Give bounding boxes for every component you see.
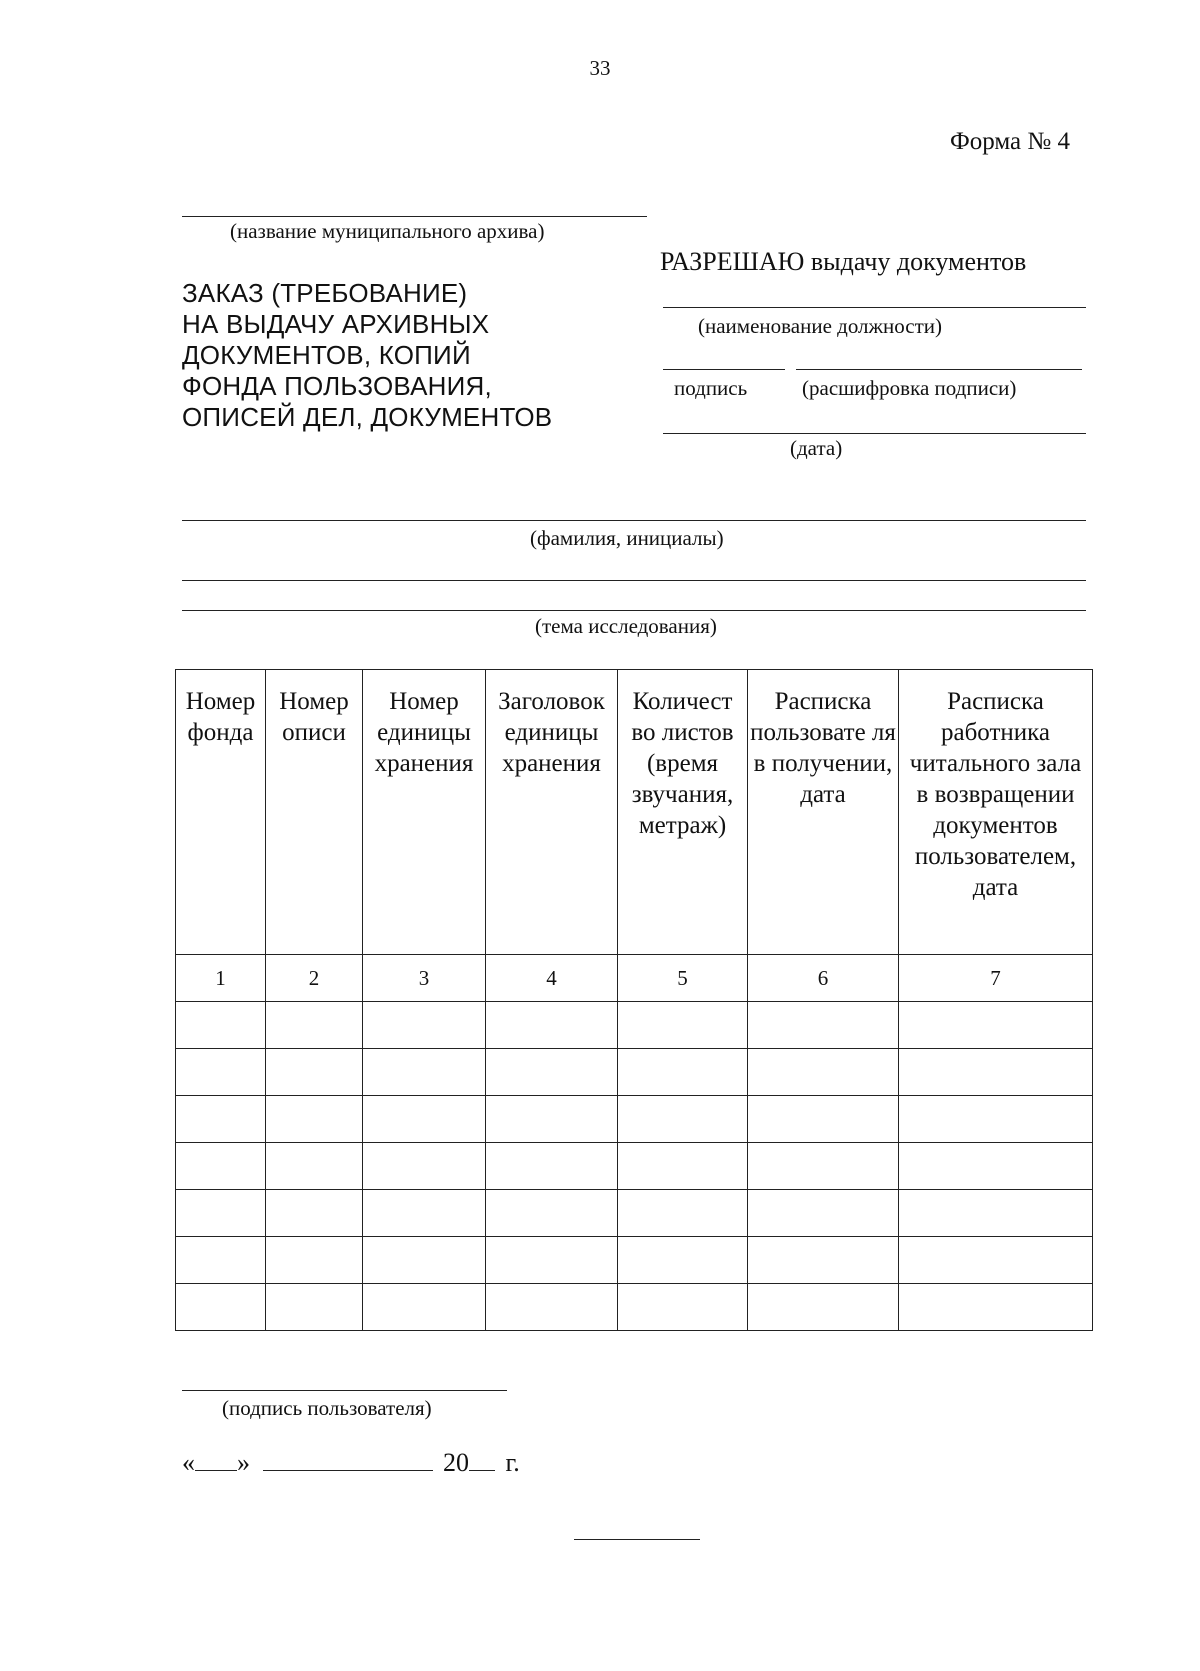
empty-cell [176, 1143, 266, 1190]
empty-cell [266, 1237, 363, 1284]
open-quote: « [182, 1448, 195, 1477]
empty-cell [748, 1002, 899, 1049]
research-topic-caption: (тема исследования) [535, 614, 717, 638]
page-number: 33 [589, 56, 611, 80]
signature-decoding-line [796, 369, 1082, 370]
table-row [176, 1096, 1093, 1143]
column-number: 3 [363, 955, 486, 1002]
archive-name-caption: (название муниципального архива) [230, 219, 545, 243]
approval-date-caption: (дата) [790, 436, 843, 460]
empty-cell [266, 1284, 363, 1331]
documents-table [175, 669, 1093, 1331]
empty-cell [266, 1143, 363, 1190]
empty-cell [486, 1143, 618, 1190]
column-number: 5 [618, 955, 748, 1002]
empty-cell [899, 1190, 1093, 1237]
column-header: Расписка пользовате ля в получении, дата [748, 670, 899, 955]
column-header: Номер описи [266, 670, 363, 955]
empty-cell [618, 1143, 748, 1190]
title-line: НА ВЫДАЧУ АРХИВНЫХ [182, 309, 490, 339]
column-header: Расписка работника читального зала в возвращении документов пользователем, дата [899, 670, 1093, 955]
column-number-row [176, 955, 1093, 1002]
empty-cell [899, 1096, 1093, 1143]
empty-cell [748, 1096, 899, 1143]
empty-cell [266, 1096, 363, 1143]
empty-cell [486, 1096, 618, 1143]
empty-cell [266, 1049, 363, 1096]
empty-cell [176, 1237, 266, 1284]
table-header-row [176, 670, 1093, 955]
empty-cell [618, 1049, 748, 1096]
year-blank [469, 1448, 495, 1471]
empty-cell [899, 1143, 1093, 1190]
empty-cell [176, 1049, 266, 1096]
column-number: 6 [748, 955, 899, 1002]
column-header: Количест во листов (время звучания, метраж) [618, 670, 748, 955]
year-suffix: г. [505, 1448, 520, 1477]
table-row [176, 1237, 1093, 1284]
column-header: Заголовок единицы хранения [486, 670, 618, 955]
signature-decoding-caption: (расшифровка подписи) [802, 376, 1017, 400]
form-number: Форма № 4 [950, 128, 1070, 155]
column-header: Номер фонда [176, 670, 266, 955]
user-signature-line [182, 1390, 507, 1391]
column-number: 7 [899, 955, 1093, 1002]
empty-cell [618, 1096, 748, 1143]
empty-cell [486, 1237, 618, 1284]
empty-cell [486, 1049, 618, 1096]
empty-cell [176, 1096, 266, 1143]
empty-cell [899, 1002, 1093, 1049]
empty-cell [176, 1190, 266, 1237]
user-signature-caption: (подпись пользователя) [222, 1396, 432, 1420]
year-prefix: 20 [443, 1448, 469, 1477]
title-line: ЗАКАЗ (ТРЕБОВАНИЕ) [182, 278, 468, 308]
research-topic-line-2 [182, 610, 1086, 611]
empty-cell [748, 1190, 899, 1237]
date-line [182, 1448, 520, 1478]
empty-cell [363, 1190, 486, 1237]
empty-cell [899, 1049, 1093, 1096]
column-number: 1 [176, 955, 266, 1002]
table-row [176, 1190, 1093, 1237]
surname-caption: (фамилия, инициалы) [530, 526, 724, 550]
empty-cell [748, 1143, 899, 1190]
empty-cell [899, 1284, 1093, 1331]
table-row [176, 1143, 1093, 1190]
end-separator [574, 1539, 700, 1540]
empty-cell [176, 1002, 266, 1049]
table-row [176, 1284, 1093, 1331]
column-header: Номер единицы хранения [363, 670, 486, 955]
column-number: 2 [266, 955, 363, 1002]
empty-cell [618, 1237, 748, 1284]
empty-cell [899, 1237, 1093, 1284]
close-quote: » [237, 1448, 250, 1477]
position-caption: (наименование должности) [698, 314, 943, 338]
empty-cell [618, 1190, 748, 1237]
empty-cell [486, 1284, 618, 1331]
empty-cell [176, 1284, 266, 1331]
signature-line [663, 369, 785, 370]
approval-heading: РАЗРЕШАЮ выдачу документов [660, 247, 1027, 276]
title-line: ОПИСЕЙ ДЕЛ, ДОКУМЕНТОВ [182, 402, 553, 432]
empty-cell [618, 1002, 748, 1049]
surname-line [182, 520, 1086, 521]
archive-name-line [182, 216, 647, 217]
table-row [176, 1049, 1093, 1096]
empty-cell [748, 1237, 899, 1284]
empty-cell [363, 1049, 486, 1096]
empty-cell [363, 1096, 486, 1143]
empty-cell [618, 1284, 748, 1331]
table-row [176, 1002, 1093, 1049]
empty-cell [363, 1237, 486, 1284]
empty-cell [266, 1190, 363, 1237]
title-line: ДОКУМЕНТОВ, КОПИЙ [182, 340, 471, 370]
day-blank [195, 1448, 237, 1471]
empty-cell [363, 1002, 486, 1049]
empty-cell [266, 1002, 363, 1049]
position-line [663, 307, 1086, 308]
empty-cell [363, 1143, 486, 1190]
approval-date-line [663, 433, 1086, 434]
empty-cell [486, 1190, 618, 1237]
empty-cell [486, 1002, 618, 1049]
empty-cell [748, 1049, 899, 1096]
title-line: ФОНДА ПОЛЬЗОВАНИЯ, [182, 371, 492, 401]
document-title [182, 278, 552, 433]
research-topic-line-1 [182, 580, 1086, 581]
empty-cell [748, 1284, 899, 1331]
column-number: 4 [486, 955, 618, 1002]
month-blank [263, 1448, 433, 1471]
empty-cell [363, 1284, 486, 1331]
signature-caption: подпись [674, 376, 748, 400]
